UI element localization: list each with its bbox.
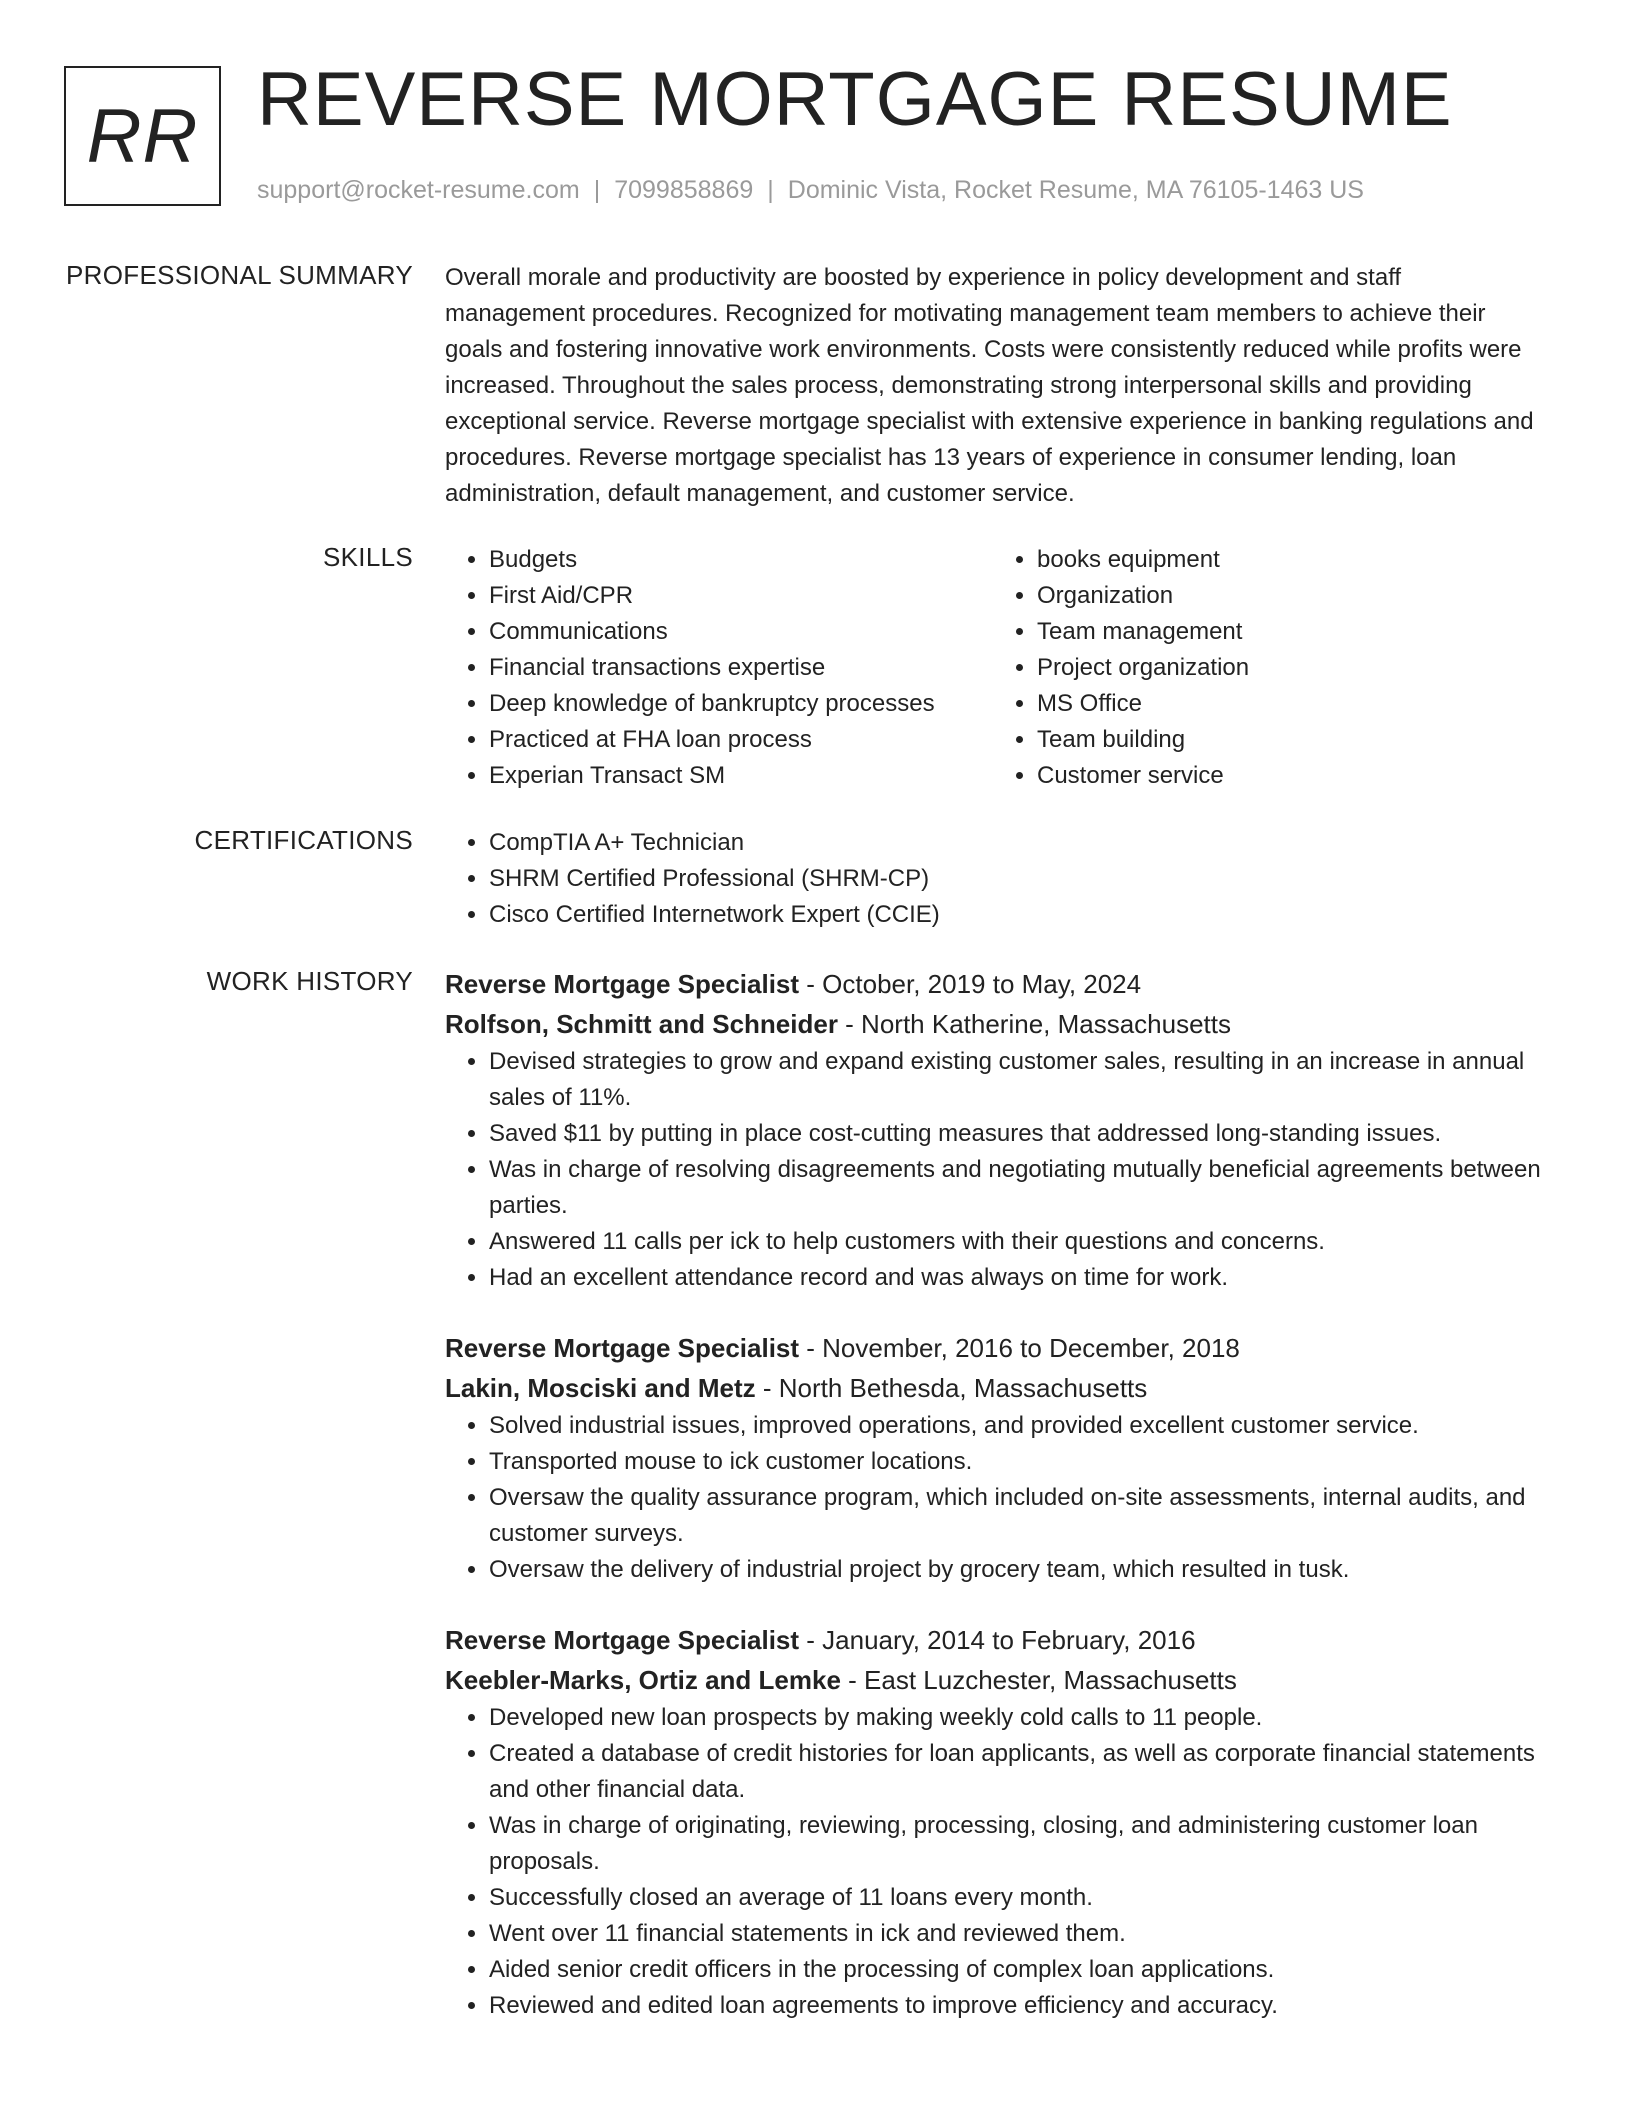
skill-item: • First Aid/CPR xyxy=(489,578,993,614)
job-bullet-item: • Saved $11 by putting in place cost-cutting measures that addressed long-standing issues. xyxy=(489,1116,1565,1152)
job-company-line: Lakin, Mosciski and Metz - North Bethesda, Massachusetts xyxy=(445,1373,1148,1403)
job-title-line: Reverse Mortgage Specialist - January, 2014 to February, 2016 xyxy=(445,1625,1196,1655)
job-title-line: Reverse Mortgage Specialist - November, 2016 to December, 2018 xyxy=(445,1333,1240,1363)
monogram-initials: RR xyxy=(86,93,199,179)
section-label-certifications: CERTIFICATIONS xyxy=(194,825,413,855)
job-bullet-item: • Aided senior credit officers in the processing of complex loan applications. xyxy=(489,1952,1565,1988)
skill-item: • Communications xyxy=(489,614,993,650)
job-dates: November, 2016 to December, 2018 xyxy=(822,1333,1240,1363)
certification-item: • Cisco Certified Internetwork Expert (CCIE) xyxy=(489,897,1565,933)
skill-item: • Project organization xyxy=(1037,650,1541,686)
job-title-line: Reverse Mortgage Specialist - October, 2019 to May, 2024 xyxy=(445,969,1142,999)
skill-item: • Organization xyxy=(1037,578,1541,614)
job-title: Reverse Mortgage Specialist xyxy=(445,1333,800,1363)
skills-column-left xyxy=(445,542,993,794)
resume-title: REVERSE MORTGAGE RESUME xyxy=(257,57,1453,142)
job-bullet-item: • Was in charge of originating, reviewing, processing, closing, and administering customer loan proposals. xyxy=(489,1808,1565,1880)
certification-item: • SHRM Certified Professional (SHRM-CP) xyxy=(489,861,1565,897)
contact-line xyxy=(257,176,1364,205)
job-bullet-list xyxy=(445,1700,1565,2024)
skill-item: • Financial transactions expertise xyxy=(489,650,993,686)
job-location: East Luzchester, Massachusetts xyxy=(864,1665,1237,1695)
contact-separator: | xyxy=(767,176,774,204)
contact-separator: | xyxy=(593,176,601,204)
job-bullet-item: • Devised strategies to grow and expand existing customer sales, resulting in an increase in annual sales of 11%. xyxy=(489,1044,1565,1116)
job-bullet-item: • Went over 11 financial statements in ick and reviewed them. xyxy=(489,1916,1565,1952)
job-bullet-item: • Reviewed and edited loan agreements to improve efficiency and accuracy. xyxy=(489,1988,1565,2024)
job-location: North Bethesda, Massachusetts xyxy=(778,1373,1148,1403)
job-entry xyxy=(445,1328,1565,1588)
job-company: Lakin, Mosciski and Metz xyxy=(445,1373,756,1403)
skill-item: • MS Office xyxy=(1037,686,1541,722)
job-dates: January, 2014 to February, 2016 xyxy=(822,1625,1196,1655)
job-bullet-item: • Was in charge of resolving disagreements and negotiating mutually beneficial agreements between parties. xyxy=(489,1152,1565,1224)
job-bullet-item: • Created a database of credit histories for loan applicants, as well as corporate financial statements and other financial data. xyxy=(489,1736,1565,1808)
job-bullet-item: • Successfully closed an average of 11 loans every month. xyxy=(489,1880,1565,1916)
job-location: North Katherine, Massachusetts xyxy=(861,1009,1232,1039)
job-title: Reverse Mortgage Specialist xyxy=(445,1625,800,1655)
skill-item: • Budgets xyxy=(489,542,993,578)
skill-item: • Deep knowledge of bankruptcy processes xyxy=(489,686,993,722)
skill-item: • Team building xyxy=(1037,722,1541,758)
job-bullet-item: • Answered 11 calls per ick to help customers with their questions and concerns. xyxy=(489,1224,1565,1260)
job-bullet-item: • Oversaw the delivery of industrial project by grocery team, which resulted in tusk. xyxy=(489,1552,1565,1588)
certification-item: • CompTIA A+ Technician xyxy=(489,825,1565,861)
job-dates: October, 2019 to May, 2024 xyxy=(822,969,1142,999)
section-label-work-history: WORK HISTORY xyxy=(206,966,413,996)
job-title: Reverse Mortgage Specialist xyxy=(445,969,800,999)
job-entry xyxy=(445,1620,1565,2024)
skills-column-right xyxy=(993,542,1541,794)
job-company-line: Keebler-Marks, Ortiz and Lemke - East Luzchester, Massachusetts xyxy=(445,1665,1237,1695)
job-bullet-item: • Transported mouse to ick customer locations. xyxy=(489,1444,1565,1480)
monogram-box xyxy=(64,66,221,206)
contact-email: support@rocket-resume.com xyxy=(257,176,580,204)
summary-text: Overall morale and productivity are boosted by experience in policy development and staff management procedures. Recognized for motivating management team members to achieve their goals and fostering innovative work environments. Costs were consistently reduced while profits were increased. Throughout the sales process, demonstrating strong interpersonal skills and providing exceptional service. Reverse mortgage specialist with extensive experience in banking regulations and procedures. Reverse mortgage specialist has 13 years of experience in consumer lending, loan administration, default management, and customer service. xyxy=(445,264,1534,507)
job-bullet-list xyxy=(445,1408,1565,1588)
contact-phone: 7099858869 xyxy=(614,176,754,204)
skill-item: • Customer service xyxy=(1037,758,1541,794)
skill-item: • Experian Transact SM xyxy=(489,758,993,794)
job-bullet-list xyxy=(445,1044,1565,1296)
contact-address: Dominic Vista, Rocket Resume, MA 76105-1463 US xyxy=(787,176,1364,204)
skill-item: • Practiced at FHA loan process xyxy=(489,722,993,758)
certifications-body xyxy=(445,825,1565,933)
job-bullet-item: • Oversaw the quality assurance program, which included on-site assessments, internal audits, and customer surveys. xyxy=(489,1480,1565,1552)
job-entry xyxy=(445,964,1565,1296)
skills-body xyxy=(445,542,1565,794)
section-label-summary: PROFESSIONAL SUMMARY xyxy=(66,260,413,290)
job-company: Rolfson, Schmitt and Schneider xyxy=(445,1009,838,1039)
skill-item: • Team management xyxy=(1037,614,1541,650)
summary-body xyxy=(445,260,1565,512)
skill-item: • books equipment xyxy=(1037,542,1541,578)
job-bullet-item: • Had an excellent attendance record and was always on time for work. xyxy=(489,1260,1565,1296)
job-bullet-item: • Solved industrial issues, improved operations, and provided excellent customer service. xyxy=(489,1408,1565,1444)
job-company: Keebler-Marks, Ortiz and Lemke xyxy=(445,1665,841,1695)
job-bullet-item: • Developed new loan prospects by making weekly cold calls to 11 people. xyxy=(489,1700,1565,1736)
section-label-skills: SKILLS xyxy=(323,542,413,572)
work-history-body xyxy=(445,964,1565,2024)
job-company-line: Rolfson, Schmitt and Schneider - North Katherine, Massachusetts xyxy=(445,1009,1232,1039)
